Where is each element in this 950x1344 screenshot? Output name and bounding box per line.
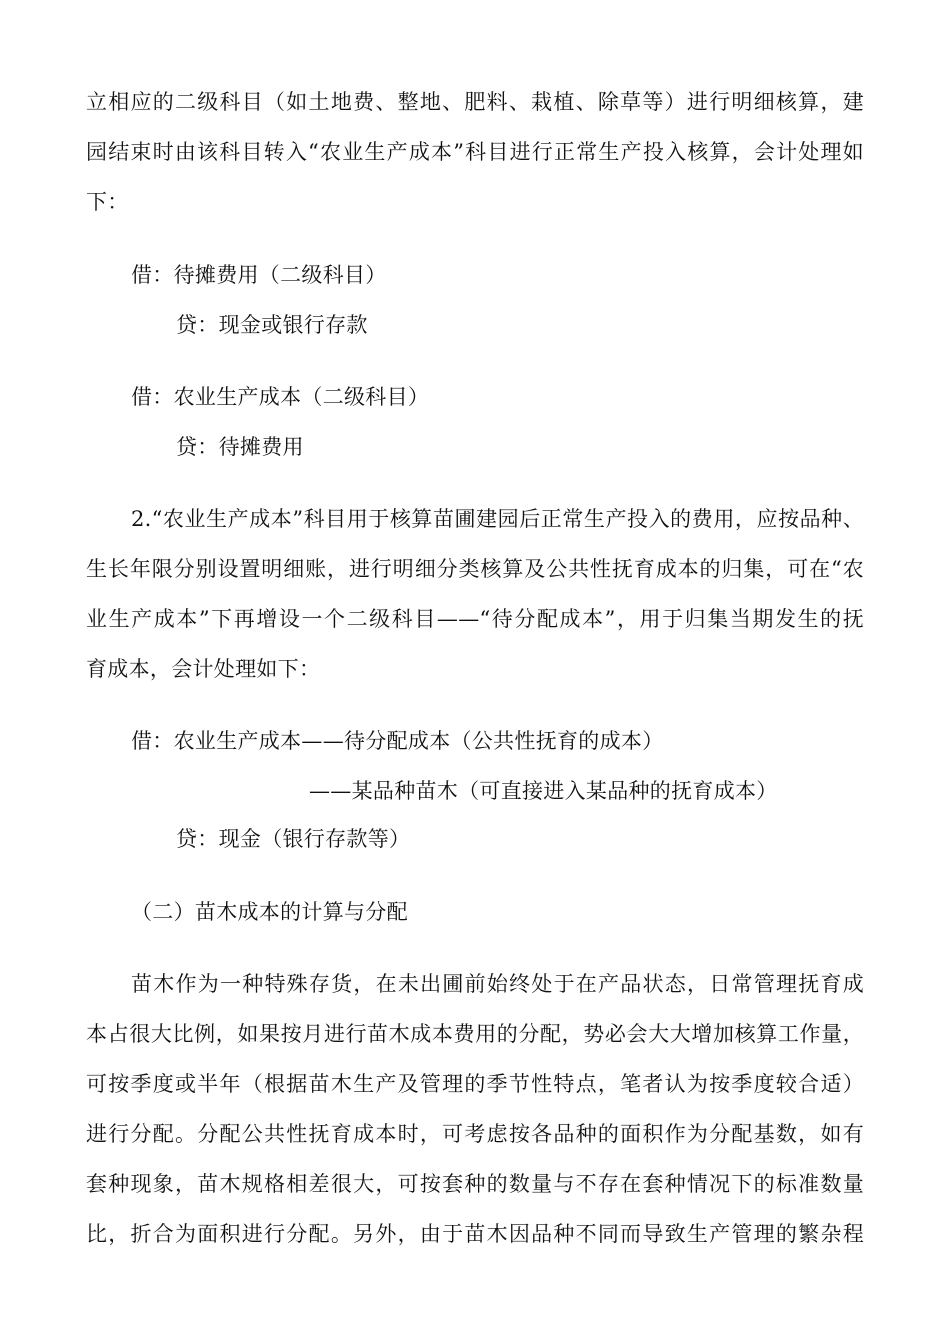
entry2-credit: 贷：待摊费用 (176, 435, 304, 459)
paragraph2-line-3: 业生产成本”下再增设一个二级科目——“待分配成本”，用于归集当期发生的抚 (86, 607, 864, 631)
paragraph1-line-2: 园结束时由该科目转入“农业生产成本”科目进行正常生产投入核算，会计处理如 (86, 140, 864, 164)
entry1-credit: 贷：现金或银行存款 (176, 313, 368, 337)
paragraph2-line-2: 生长年限分别设置明细账，进行明细分类核算及公共性抚育成本的归集，可在“农 (86, 557, 864, 581)
section-heading: （二）苗木成本的计算与分配 (131, 900, 408, 924)
paragraph3-line-2: 本占很大比例，如果按月进行苗木成本费用的分配，势必会大大增加核算工作量， (86, 1022, 864, 1046)
paragraph2-line-1: 2.“农业生产成本”科目用于核算苗圃建园后正常生产投入的费用，应按品种、 (131, 507, 864, 531)
paragraph3-line-5: 套种现象，苗木规格相差很大，可按套种的数量与不存在套种情况下的标准数量 (86, 1172, 864, 1196)
paragraph1-line-3: 下： (86, 190, 129, 214)
entry3-credit: 贷：现金（银行存款等） (176, 827, 411, 851)
entry2-debit: 借：农业生产成本（二级科目） (131, 385, 430, 409)
paragraph3-line-6: 比，折合为面积进行分配。另外，由于苗木因品种不同而导致生产管理的繁杂程 (86, 1222, 864, 1246)
paragraph2-line-4: 育成本，会计处理如下： (86, 657, 321, 681)
entry1-debit: 借：待摊费用（二级科目） (131, 263, 387, 287)
entry3-debit: 借：农业生产成本——待分配成本（公共性抚育的成本） (131, 729, 664, 753)
paragraph3-line-3: 可按季度或半年（根据苗木生产及管理的季节性特点，笔者认为按季度较合适） (86, 1072, 864, 1096)
paragraph1-line-1: 立相应的二级科目（如土地费、整地、肥料、栽植、除草等）进行明细核算，建 (86, 90, 864, 114)
paragraph3-line-4: 进行分配。分配公共性抚育成本时，可考虑按各品种的面积作为分配基数，如有 (86, 1122, 864, 1146)
paragraph3-line-1: 苗木作为一种特殊存货，在未出圃前始终处于在产品状态，日常管理抚育成 (131, 972, 864, 996)
entry3-debit-sub: ——某品种苗木（可直接进入某品种的抚育成本） (309, 779, 778, 803)
